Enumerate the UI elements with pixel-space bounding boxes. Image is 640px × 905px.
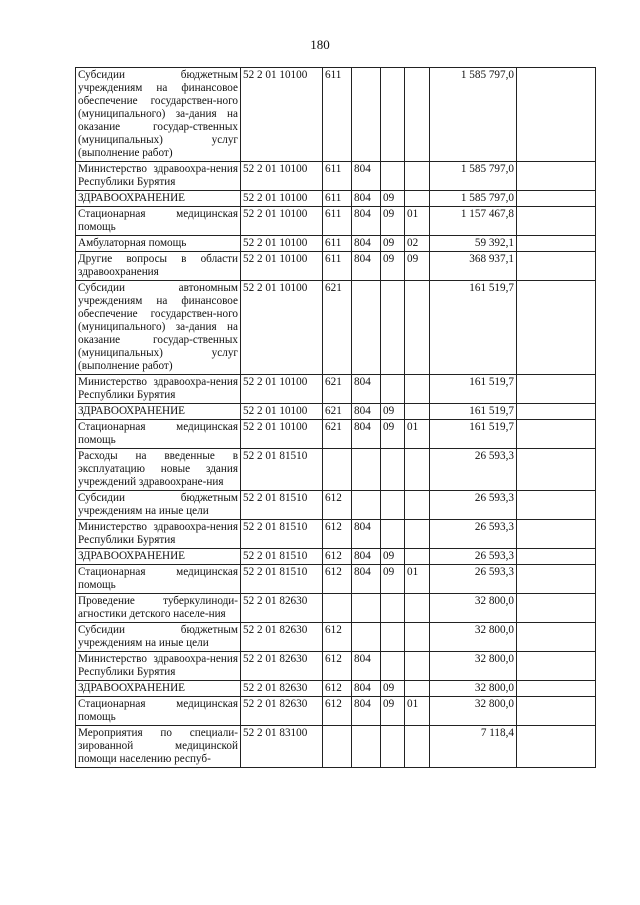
cell-amount: 32 800,0 xyxy=(430,623,517,652)
cell-section xyxy=(381,726,405,768)
cell-extra xyxy=(517,594,596,623)
cell-extra xyxy=(517,162,596,191)
table-row xyxy=(76,449,596,491)
cell-department: 804 xyxy=(352,375,381,404)
table-row xyxy=(76,549,596,565)
cell-extra xyxy=(517,652,596,681)
cell-subsection: 02 xyxy=(405,236,430,252)
cell-name: Стационарная медицинская помощь xyxy=(76,565,241,594)
cell-expense-type xyxy=(323,594,352,623)
cell-extra xyxy=(517,281,596,375)
cell-name: Министерство здравоохра-нения Республики Бурятия xyxy=(76,162,241,191)
cell-expense-type: 611 xyxy=(323,68,352,162)
table-row xyxy=(76,652,596,681)
cell-expense-type: 612 xyxy=(323,681,352,697)
cell-subsection xyxy=(405,520,430,549)
cell-extra xyxy=(517,491,596,520)
cell-section xyxy=(381,281,405,375)
cell-name: Расходы на введенные в эксплуатацию новые здания учреждений здравоохране-ния xyxy=(76,449,241,491)
table-row xyxy=(76,594,596,623)
cell-name: ЗДРАВООХРАНЕНИЕ xyxy=(76,404,241,420)
cell-subsection xyxy=(405,491,430,520)
page-number: 180 xyxy=(310,37,330,52)
cell-target-code: 52 2 01 82630 xyxy=(241,652,323,681)
cell-expense-type: 611 xyxy=(323,236,352,252)
cell-name: Субсидии бюджетным учреждениям на иные цели xyxy=(76,623,241,652)
cell-name: Стационарная медицинская помощь xyxy=(76,697,241,726)
cell-amount: 32 800,0 xyxy=(430,697,517,726)
cell-section xyxy=(381,520,405,549)
cell-amount: 26 593,3 xyxy=(430,491,517,520)
cell-target-code: 52 2 01 10100 xyxy=(241,236,323,252)
cell-amount: 26 593,3 xyxy=(430,549,517,565)
cell-amount: 7 118,4 xyxy=(430,726,517,768)
table-row xyxy=(76,697,596,726)
cell-amount: 32 800,0 xyxy=(430,594,517,623)
cell-section: 09 xyxy=(381,207,405,236)
cell-amount: 161 519,7 xyxy=(430,281,517,375)
cell-amount: 59 392,1 xyxy=(430,236,517,252)
cell-department: 804 xyxy=(352,162,381,191)
cell-target-code: 52 2 01 10100 xyxy=(241,404,323,420)
cell-extra xyxy=(517,520,596,549)
table-row xyxy=(76,281,596,375)
cell-target-code: 52 2 01 10100 xyxy=(241,68,323,162)
table-row xyxy=(76,565,596,594)
cell-section xyxy=(381,652,405,681)
cell-section: 09 xyxy=(381,697,405,726)
cell-target-code: 52 2 01 81510 xyxy=(241,491,323,520)
cell-amount: 26 593,3 xyxy=(430,520,517,549)
table-row xyxy=(76,404,596,420)
cell-section xyxy=(381,68,405,162)
cell-expense-type xyxy=(323,726,352,768)
cell-extra xyxy=(517,68,596,162)
table-row xyxy=(76,681,596,697)
cell-name: Субсидии бюджетным учреждениям на финансовое обеспечение государствен-ного (муниципального) за-дания на оказание государ-ственных (муниципальных) услуг (выполнение работ) xyxy=(76,68,241,162)
cell-subsection xyxy=(405,594,430,623)
cell-subsection xyxy=(405,162,430,191)
cell-extra xyxy=(517,375,596,404)
cell-target-code: 52 2 01 81510 xyxy=(241,449,323,491)
cell-extra xyxy=(517,191,596,207)
cell-department xyxy=(352,623,381,652)
cell-expense-type: 612 xyxy=(323,623,352,652)
cell-extra xyxy=(517,420,596,449)
cell-department xyxy=(352,68,381,162)
cell-expense-type: 612 xyxy=(323,565,352,594)
cell-expense-type: 612 xyxy=(323,520,352,549)
cell-subsection xyxy=(405,652,430,681)
cell-department: 804 xyxy=(352,549,381,565)
cell-name: Субсидии бюджетным учреждениям на иные цели xyxy=(76,491,241,520)
cell-department: 804 xyxy=(352,681,381,697)
cell-name: Мероприятия по специали-зированной медицинской помощи населению респуб- xyxy=(76,726,241,768)
cell-department xyxy=(352,594,381,623)
cell-section xyxy=(381,594,405,623)
cell-target-code: 52 2 01 10100 xyxy=(241,162,323,191)
table-row xyxy=(76,68,596,162)
cell-target-code: 52 2 01 10100 xyxy=(241,375,323,404)
cell-target-code: 52 2 01 82630 xyxy=(241,594,323,623)
cell-section: 09 xyxy=(381,549,405,565)
table-row xyxy=(76,236,596,252)
cell-expense-type: 611 xyxy=(323,162,352,191)
cell-extra xyxy=(517,549,596,565)
cell-department xyxy=(352,491,381,520)
cell-name: Министерство здравоохра-нения Республики Бурятия xyxy=(76,375,241,404)
cell-subsection xyxy=(405,726,430,768)
cell-department xyxy=(352,449,381,491)
cell-section xyxy=(381,623,405,652)
cell-amount: 1 585 797,0 xyxy=(430,68,517,162)
cell-target-code: 52 2 01 10100 xyxy=(241,252,323,281)
cell-section xyxy=(381,375,405,404)
cell-subsection: 01 xyxy=(405,207,430,236)
cell-target-code: 52 2 01 82630 xyxy=(241,681,323,697)
cell-department: 804 xyxy=(352,207,381,236)
cell-name: Стационарная медицинская помощь xyxy=(76,420,241,449)
cell-expense-type: 611 xyxy=(323,207,352,236)
cell-extra xyxy=(517,252,596,281)
cell-subsection: 09 xyxy=(405,252,430,281)
cell-section xyxy=(381,162,405,191)
cell-extra xyxy=(517,681,596,697)
cell-amount: 26 593,3 xyxy=(430,449,517,491)
cell-expense-type: 612 xyxy=(323,652,352,681)
cell-amount: 32 800,0 xyxy=(430,652,517,681)
table-row xyxy=(76,491,596,520)
cell-amount: 26 593,3 xyxy=(430,565,517,594)
cell-extra xyxy=(517,404,596,420)
cell-name: Субсидии автономным учреждениям на финансовое обеспечение государствен-ного (муниципального) за-дания на оказание государ-ственных (муниципальных) услуг (выполнение работ) xyxy=(76,281,241,375)
cell-name: Стационарная медицинская помощь xyxy=(76,207,241,236)
cell-amount: 161 519,7 xyxy=(430,420,517,449)
cell-department: 804 xyxy=(352,191,381,207)
cell-amount: 161 519,7 xyxy=(430,404,517,420)
cell-amount: 161 519,7 xyxy=(430,375,517,404)
cell-amount: 1 157 467,8 xyxy=(430,207,517,236)
cell-expense-type: 611 xyxy=(323,252,352,281)
cell-section: 09 xyxy=(381,681,405,697)
cell-subsection xyxy=(405,281,430,375)
cell-target-code: 52 2 01 82630 xyxy=(241,697,323,726)
cell-section: 09 xyxy=(381,404,405,420)
cell-subsection xyxy=(405,404,430,420)
cell-target-code: 52 2 01 81510 xyxy=(241,520,323,549)
cell-extra xyxy=(517,726,596,768)
table-row xyxy=(76,375,596,404)
cell-name: Другие вопросы в области здравоохранения xyxy=(76,252,241,281)
cell-name: Амбулаторная помощь xyxy=(76,236,241,252)
cell-name: ЗДРАВООХРАНЕНИЕ xyxy=(76,549,241,565)
cell-department: 804 xyxy=(352,652,381,681)
cell-subsection xyxy=(405,191,430,207)
table-row xyxy=(76,623,596,652)
budget-table xyxy=(75,67,596,768)
cell-subsection xyxy=(405,549,430,565)
cell-expense-type: 621 xyxy=(323,420,352,449)
cell-name: Министерство здравоохра-нения Республики Бурятия xyxy=(76,652,241,681)
cell-department: 804 xyxy=(352,697,381,726)
cell-name: Проведение туберкулиноди-агностики детского населе-ния xyxy=(76,594,241,623)
cell-extra xyxy=(517,697,596,726)
cell-department xyxy=(352,281,381,375)
cell-department: 804 xyxy=(352,404,381,420)
cell-target-code: 52 2 01 10100 xyxy=(241,191,323,207)
table-row xyxy=(76,420,596,449)
cell-department: 804 xyxy=(352,520,381,549)
cell-subsection xyxy=(405,68,430,162)
cell-section xyxy=(381,449,405,491)
cell-expense-type: 621 xyxy=(323,375,352,404)
cell-name: ЗДРАВООХРАНЕНИЕ xyxy=(76,681,241,697)
cell-subsection: 01 xyxy=(405,565,430,594)
cell-extra xyxy=(517,449,596,491)
table-row xyxy=(76,207,596,236)
cell-expense-type: 612 xyxy=(323,491,352,520)
cell-amount: 1 585 797,0 xyxy=(430,162,517,191)
cell-department: 804 xyxy=(352,420,381,449)
table-row xyxy=(76,252,596,281)
cell-extra xyxy=(517,565,596,594)
cell-target-code: 52 2 01 81510 xyxy=(241,549,323,565)
cell-section: 09 xyxy=(381,252,405,281)
table-row xyxy=(76,520,596,549)
cell-section xyxy=(381,491,405,520)
cell-subsection xyxy=(405,681,430,697)
cell-amount: 1 585 797,0 xyxy=(430,191,517,207)
table-row xyxy=(76,726,596,768)
cell-expense-type: 611 xyxy=(323,191,352,207)
cell-extra xyxy=(517,236,596,252)
cell-amount: 32 800,0 xyxy=(430,681,517,697)
cell-expense-type: 612 xyxy=(323,549,352,565)
cell-subsection: 01 xyxy=(405,420,430,449)
cell-subsection xyxy=(405,623,430,652)
cell-expense-type xyxy=(323,449,352,491)
cell-department: 804 xyxy=(352,236,381,252)
cell-target-code: 52 2 01 83100 xyxy=(241,726,323,768)
cell-expense-type: 612 xyxy=(323,697,352,726)
cell-subsection xyxy=(405,375,430,404)
cell-section: 09 xyxy=(381,236,405,252)
cell-section: 09 xyxy=(381,420,405,449)
cell-expense-type: 621 xyxy=(323,281,352,375)
cell-subsection: 01 xyxy=(405,697,430,726)
cell-department: 804 xyxy=(352,252,381,281)
cell-section: 09 xyxy=(381,565,405,594)
cell-department: 804 xyxy=(352,565,381,594)
cell-name: Министерство здравоохра-нения Республики Бурятия xyxy=(76,520,241,549)
cell-target-code: 52 2 01 81510 xyxy=(241,565,323,594)
table-row xyxy=(76,191,596,207)
cell-target-code: 52 2 01 10100 xyxy=(241,420,323,449)
cell-target-code: 52 2 01 10100 xyxy=(241,207,323,236)
cell-amount: 368 937,1 xyxy=(430,252,517,281)
cell-department xyxy=(352,726,381,768)
cell-section: 09 xyxy=(381,191,405,207)
cell-extra xyxy=(517,207,596,236)
cell-subsection xyxy=(405,449,430,491)
cell-target-code: 52 2 01 82630 xyxy=(241,623,323,652)
cell-target-code: 52 2 01 10100 xyxy=(241,281,323,375)
cell-extra xyxy=(517,623,596,652)
cell-name: ЗДРАВООХРАНЕНИЕ xyxy=(76,191,241,207)
cell-expense-type: 621 xyxy=(323,404,352,420)
table-row xyxy=(76,162,596,191)
